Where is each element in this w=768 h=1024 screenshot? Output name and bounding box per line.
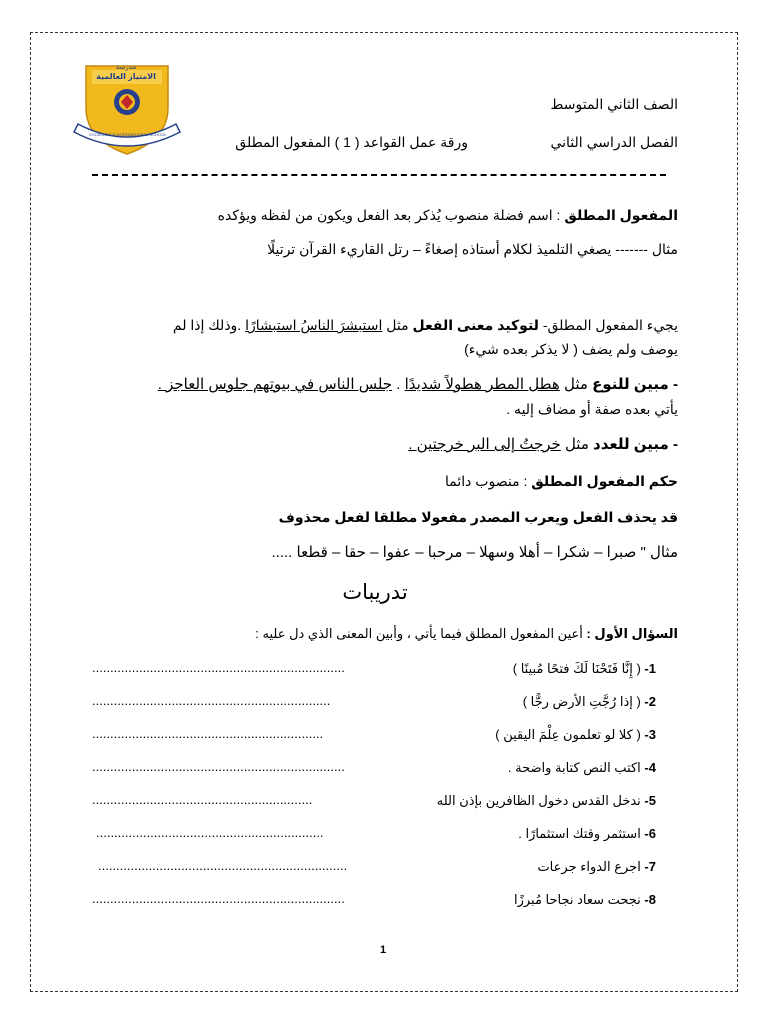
use-type-dash: -: [668, 376, 678, 393]
omission-example: مثال " صبرا – شكرا – أهلا وسهلا – مرحبا – عفوا – حقا – قطعا .....: [271, 544, 678, 561]
rule-line: [445, 472, 678, 490]
exercise-number: 3-: [644, 727, 656, 742]
semester-label: الفصل الدراسي الثاني: [550, 134, 678, 150]
exercise-number: 6-: [644, 826, 656, 841]
definition-line: [218, 206, 678, 224]
exercise-number: 2-: [644, 694, 656, 709]
separator-line: [92, 174, 666, 176]
page-number: 1: [380, 944, 387, 956]
exercise-number: 8-: [644, 892, 656, 907]
exercise-text: اجرع الدواء جرعات: [537, 859, 645, 874]
answer-line-1[interactable]: ......................................................................: [92, 660, 345, 675]
exercise-item-8: [514, 891, 656, 909]
worksheet-title: ورقة عمل القواعد ( 1 ) المفعول المطلق: [235, 134, 468, 150]
exercise-item-6: [518, 825, 656, 843]
answer-line-6[interactable]: ...............................................................: [96, 825, 324, 840]
logo-ribbon-text: EXCELLENCE INTERNATIONAL SCHOOL: [89, 132, 167, 137]
use-count-line: [408, 436, 678, 454]
exercise-item-4: [508, 759, 656, 777]
exercises-title: تدريبات: [342, 581, 408, 604]
answer-line-4[interactable]: ......................................................................: [92, 759, 345, 774]
grade-label: الصف الثاني المتوسط: [550, 96, 678, 112]
use-confirm-line2: يوصف ولم يضف ( لا يذكر بعده شيء): [464, 341, 678, 357]
exercise-item-3: [495, 726, 656, 744]
rule-bold: حكم المفعول المطلق: [531, 473, 678, 489]
definition-text: : اسم فضلة منصوب يُذكر بعد الفعل ويكون من لفظه ويؤكده: [217, 207, 565, 223]
exercise-number: 5-: [644, 793, 656, 808]
answer-line-3[interactable]: ................................................................: [92, 726, 324, 741]
use-type-sep: .: [392, 376, 405, 393]
question1-line: [255, 625, 678, 643]
question1-text: أعين المفعول المطلق فيما يأتي ، وأبين المعنى الذي دل عليه :: [255, 626, 587, 641]
definition-term: المفعول المطلق: [564, 207, 678, 223]
exercise-item-1: [513, 660, 656, 678]
use-count-bold: - مبين للعدد: [593, 436, 678, 453]
exercise-number: 7-: [644, 859, 656, 874]
logo-text-main: الامتياز العالمية: [96, 72, 156, 81]
use-type-example1: هطل المطر هطولاً شديدًا: [404, 376, 560, 393]
use-count-example: خرجتُ إلى البر خرجتين .: [408, 436, 561, 453]
omission-line: [279, 508, 678, 526]
use-confirm-bold: لتوكيد معنى الفعل: [412, 317, 539, 333]
answer-line-7[interactable]: .....................................................................: [98, 858, 348, 873]
exercise-item-2: [523, 693, 656, 711]
exercise-text: ندخل القدس دخول الظافرين بإذن الله: [436, 793, 645, 808]
use-confirm-prefix: يجيء المفعول المطلق-: [538, 317, 678, 333]
omission-bold: قد يحذف الفعل ويعرب المصدر مفعولا مطلقا لفعل محذوف: [278, 509, 678, 525]
exercise-text: استثمر وقتك استثمارًا .: [518, 826, 645, 841]
use-type-example2: جلس الناس في بيوتهم جلوس العاجز .: [157, 376, 393, 393]
exercise-number: 4-: [644, 760, 656, 775]
use-type-bold: مبين للنوع: [592, 376, 669, 393]
exercise-text: نجحت سعاد نجاحا مُبرزًا: [513, 892, 645, 907]
exercise-text: ( إذا رُجَّتِ الأرض رجًّا ): [522, 694, 645, 709]
question1-label: السؤال الأول :: [586, 626, 678, 641]
exercise-item-7: [537, 858, 656, 876]
use-confirm-example: استبشرَ الناسُ استبشارًا: [245, 317, 383, 333]
use-confirm-line: [173, 316, 678, 334]
use-count-mid: مثل: [560, 436, 594, 453]
definition-example: مثال ------- يصغي التلميذ لكلام أستاذه إصغاءً – رتل القاريء القرآن ترتيلًا: [267, 241, 678, 257]
exercise-text: اكتب النص كتابة واضحة .: [507, 760, 645, 775]
exercise-number: 1-: [644, 661, 656, 676]
use-confirm-mid: مثل: [382, 317, 413, 333]
use-type-line2: يأتي بعده صفة أو مضاف إليه .: [506, 401, 678, 417]
rule-text: : منصوب دائما: [445, 473, 532, 489]
use-type-mid: مثل: [559, 376, 593, 393]
use-type-line: [158, 376, 678, 394]
exercise-text: ( إِنَّا فَتَحْنَا لَكَ فتحًا مُبينًا ): [512, 661, 645, 676]
exercise-item-5: [437, 792, 656, 810]
answer-line-8[interactable]: ......................................................................: [92, 891, 345, 906]
exercise-text: ( كلا لو تعلمون عِلْمَ اليقين ): [495, 727, 645, 742]
answer-line-5[interactable]: .............................................................: [92, 792, 313, 807]
logo-text-top: مدرسة: [115, 64, 137, 71]
answer-line-2[interactable]: ..................................................................: [92, 693, 331, 708]
use-confirm-suffix: .وذلك إذا لم: [172, 317, 246, 333]
